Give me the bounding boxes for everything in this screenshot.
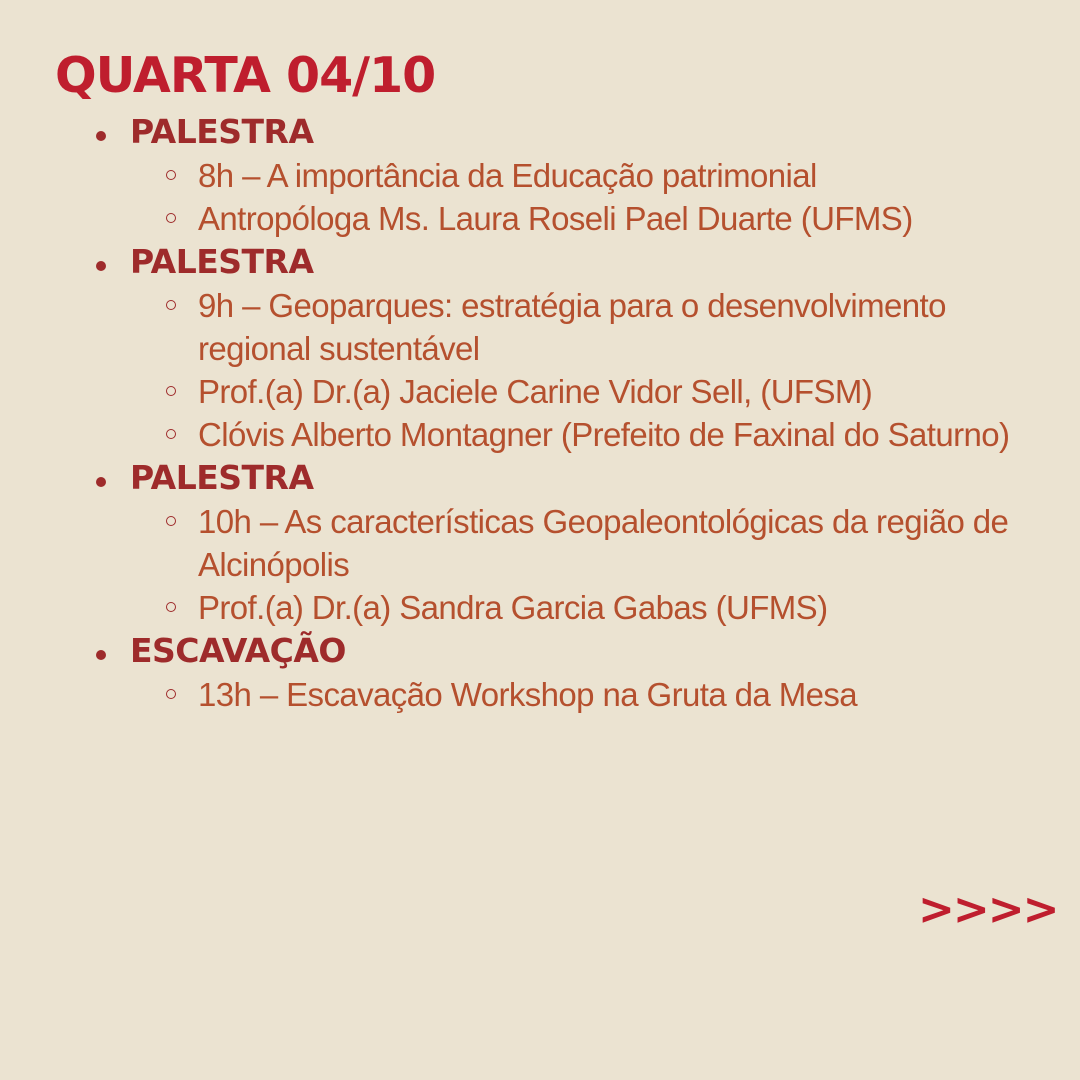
list-item bbox=[130, 586, 1036, 629]
list-item bbox=[130, 673, 1036, 716]
bullet-icon bbox=[96, 650, 106, 660]
item-text: Prof.(a) Dr.(a) Sandra Garcia Gabas (UFMS) bbox=[198, 589, 828, 626]
bullet-icon bbox=[96, 477, 106, 487]
circle-bullet-icon bbox=[166, 386, 176, 396]
list-item bbox=[130, 197, 1036, 240]
section-items bbox=[130, 673, 1036, 716]
circle-bullet-icon bbox=[166, 300, 176, 310]
circle-bullet-icon bbox=[166, 516, 176, 526]
page-title: QUARTA 04/10 bbox=[55, 47, 436, 104]
bullet-icon bbox=[96, 131, 106, 141]
schedule-section bbox=[96, 240, 1036, 456]
section-heading: PALESTRA bbox=[130, 242, 314, 281]
circle-bullet-icon bbox=[166, 602, 176, 612]
circle-bullet-icon bbox=[166, 213, 176, 223]
section-items bbox=[130, 154, 1036, 240]
item-text: Prof.(a) Dr.(a) Jaciele Carine Vidor Sell, (UFSM) bbox=[198, 373, 873, 410]
section-items bbox=[130, 500, 1036, 629]
list-item bbox=[130, 413, 1036, 456]
schedule-section bbox=[96, 456, 1036, 629]
item-text: 13h – Escavação Workshop na Gruta da Mesa bbox=[198, 676, 858, 713]
bullet-icon bbox=[96, 261, 106, 271]
schedule-section bbox=[96, 110, 1036, 240]
section-heading: ESCAVAÇÃO bbox=[130, 631, 346, 670]
list-item bbox=[130, 284, 1036, 370]
list-item bbox=[130, 500, 1036, 586]
section-heading: PALESTRA bbox=[130, 112, 314, 151]
list-item bbox=[130, 154, 1036, 197]
next-page-arrows-icon[interactable]: >>>> bbox=[918, 884, 1058, 935]
circle-bullet-icon bbox=[166, 689, 176, 699]
schedule-list bbox=[96, 110, 1036, 716]
item-text: 10h – As características Geopaleontológicas da região de Alcinópolis bbox=[198, 503, 1009, 583]
section-heading: PALESTRA bbox=[130, 458, 314, 497]
list-item bbox=[130, 370, 1036, 413]
section-items bbox=[130, 284, 1036, 456]
item-text: 9h – Geoparques: estratégia para o desenvolvimento regional sustentável bbox=[198, 287, 946, 367]
item-text: Clóvis Alberto Montagner (Prefeito de Faxinal do Saturno) bbox=[198, 416, 1010, 453]
item-text: Antropóloga Ms. Laura Roseli Pael Duarte (UFMS) bbox=[198, 200, 913, 237]
item-text: 8h – A importância da Educação patrimonial bbox=[198, 157, 817, 194]
schedule-section bbox=[96, 629, 1036, 716]
circle-bullet-icon bbox=[166, 429, 176, 439]
circle-bullet-icon bbox=[166, 170, 176, 180]
